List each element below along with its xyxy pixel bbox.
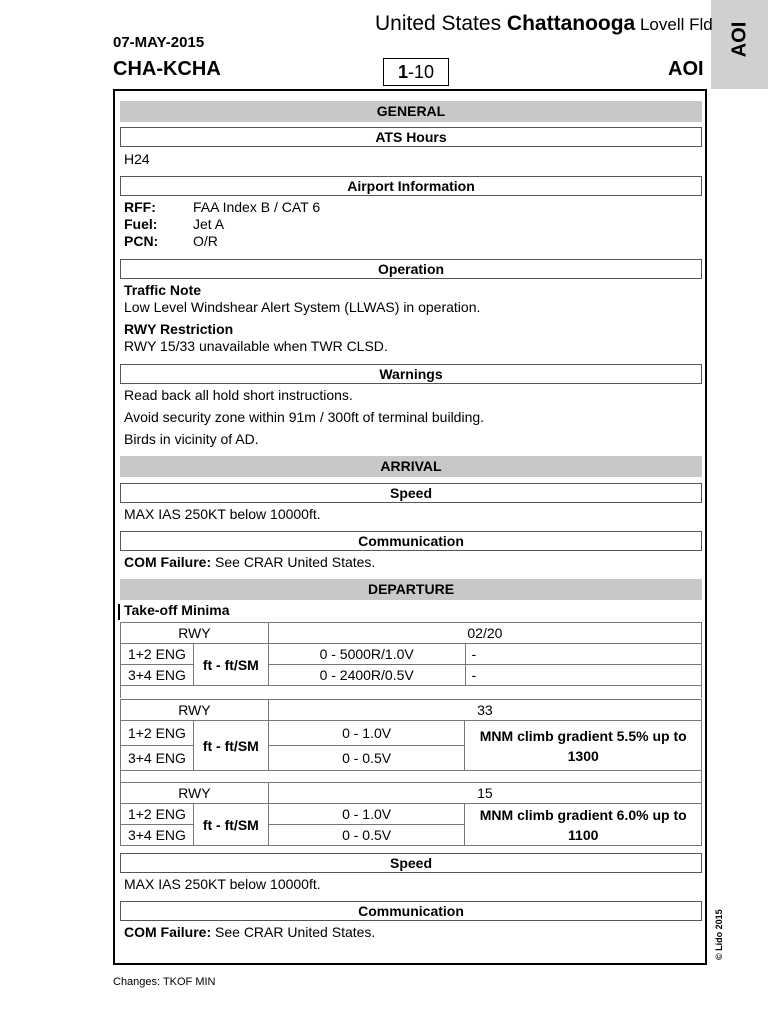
- change-bar: [118, 604, 120, 620]
- minima-34-cell: 0 - 0.5V: [268, 825, 465, 846]
- operation-heading: Operation: [120, 259, 702, 279]
- section-departure-heading: DEPARTURE: [120, 579, 702, 600]
- rwy-restriction-text: RWY 15/33 unavailable when TWR CLSD.: [124, 338, 388, 354]
- ats-hours-value: H24: [124, 151, 150, 167]
- arrival-comm-text: [124, 554, 375, 571]
- country: United States: [375, 12, 507, 35]
- minima-12-cell: 0 - 5000R/1.0V: [268, 644, 465, 665]
- arrival-comm-heading: Communication: [120, 531, 702, 551]
- airport-title: [375, 12, 713, 36]
- city-name: Chattanooga: [506, 12, 636, 35]
- traffic-note-title: Traffic Note: [124, 282, 202, 298]
- minima-12-cell: 0 - 1.0V: [268, 804, 465, 825]
- unit-cell: ft - ft/SM: [193, 644, 268, 686]
- table-spacer: [120, 770, 702, 782]
- unit-cell: ft - ft/SM: [193, 721, 268, 771]
- rwy-label-cell: RWY: [121, 623, 269, 644]
- ats-hours-heading: ATS Hours: [120, 127, 702, 147]
- pcn-value: O/R: [193, 233, 218, 249]
- rwy-label-cell: RWY: [121, 783, 269, 804]
- rwy-value-cell: 33: [268, 700, 701, 721]
- rwy-value-cell: 15: [268, 783, 701, 804]
- eng-34-cell: 3+4 ENG: [121, 746, 194, 771]
- departure-comm-heading: Communication: [120, 901, 702, 921]
- copyright: © Lido 2015: [714, 909, 724, 960]
- rwy-value-cell: 02/20: [268, 623, 701, 644]
- changes-note: Changes: TKOF MIN: [113, 976, 216, 988]
- com-failure-value: See CRAR United States.: [211, 924, 376, 940]
- note-34-cell: -: [465, 665, 702, 686]
- warning-item: Birds in vicinity of AD.: [124, 431, 259, 447]
- takeoff-minima-table-15: [120, 782, 702, 846]
- warning-item: Read back all hold short instructions.: [124, 387, 353, 403]
- eng-12-cell: 1+2 ENG: [121, 721, 194, 746]
- page-section: 1: [397, 62, 408, 82]
- departure-speed-text: MAX IAS 250KT below 10000ft.: [124, 876, 321, 892]
- takeoff-minima-table-33: [120, 699, 702, 771]
- climb-gradient-note: MNM climb gradient 6.0% up to 1100: [465, 804, 702, 846]
- fuel-label: Fuel:: [124, 216, 158, 232]
- page-number: -10: [408, 62, 435, 82]
- field-name: Lovell Fld: [635, 15, 713, 34]
- rwy-label-cell: RWY: [121, 700, 269, 721]
- eng-12-cell: 1+2 ENG: [121, 804, 194, 825]
- minima-34-cell: 0 - 0.5V: [268, 746, 465, 771]
- arrival-speed-text: MAX IAS 250KT below 10000ft.: [124, 506, 321, 522]
- com-failure-value: See CRAR United States.: [211, 554, 376, 570]
- departure-speed-heading: Speed: [120, 853, 702, 873]
- chapter-code: AOI: [668, 58, 704, 80]
- warning-item: Avoid security zone within 91m / 300ft of terminal building.: [124, 409, 485, 425]
- rff-value: FAA Index B / CAT 6: [193, 199, 321, 215]
- page-number-box: [383, 58, 449, 86]
- climb-gradient-note: MNM climb gradient 5.5% up to 1300: [465, 721, 702, 771]
- unit-cell: ft - ft/SM: [193, 804, 268, 846]
- minima-12-cell: 0 - 1.0V: [268, 721, 465, 746]
- minima-34-cell: 0 - 2400R/0.5V: [268, 665, 465, 686]
- warnings-heading: Warnings: [120, 364, 702, 384]
- takeoff-minima-title: Take-off Minima: [124, 602, 230, 618]
- rff-label: RFF:: [124, 199, 156, 215]
- departure-comm-text: [124, 924, 375, 941]
- chapter-tab-label: AOI: [728, 21, 751, 58]
- airport-code: CHA-KCHA: [113, 58, 221, 80]
- fuel-value: Jet A: [193, 216, 225, 232]
- pcn-label: PCN:: [124, 233, 159, 249]
- section-arrival-heading: ARRIVAL: [120, 456, 702, 477]
- note-12-cell: -: [465, 644, 702, 665]
- effective-date: 07-MAY-2015: [113, 34, 205, 51]
- traffic-note-text: Low Level Windshear Alert System (LLWAS) in operation.: [124, 299, 481, 315]
- takeoff-minima-table-0220: [120, 622, 702, 686]
- eng-34-cell: 3+4 ENG: [121, 665, 194, 686]
- arrival-speed-heading: Speed: [120, 483, 702, 503]
- eng-34-cell: 3+4 ENG: [121, 825, 194, 846]
- com-failure-label: COM Failure:: [124, 554, 212, 570]
- com-failure-label: COM Failure:: [124, 924, 212, 940]
- section-general-heading: GENERAL: [120, 101, 702, 122]
- eng-12-cell: 1+2 ENG: [121, 644, 194, 665]
- table-spacer: [120, 686, 702, 698]
- airport-info-heading: Airport Information: [120, 176, 702, 196]
- rwy-restriction-title: RWY Restriction: [124, 321, 234, 337]
